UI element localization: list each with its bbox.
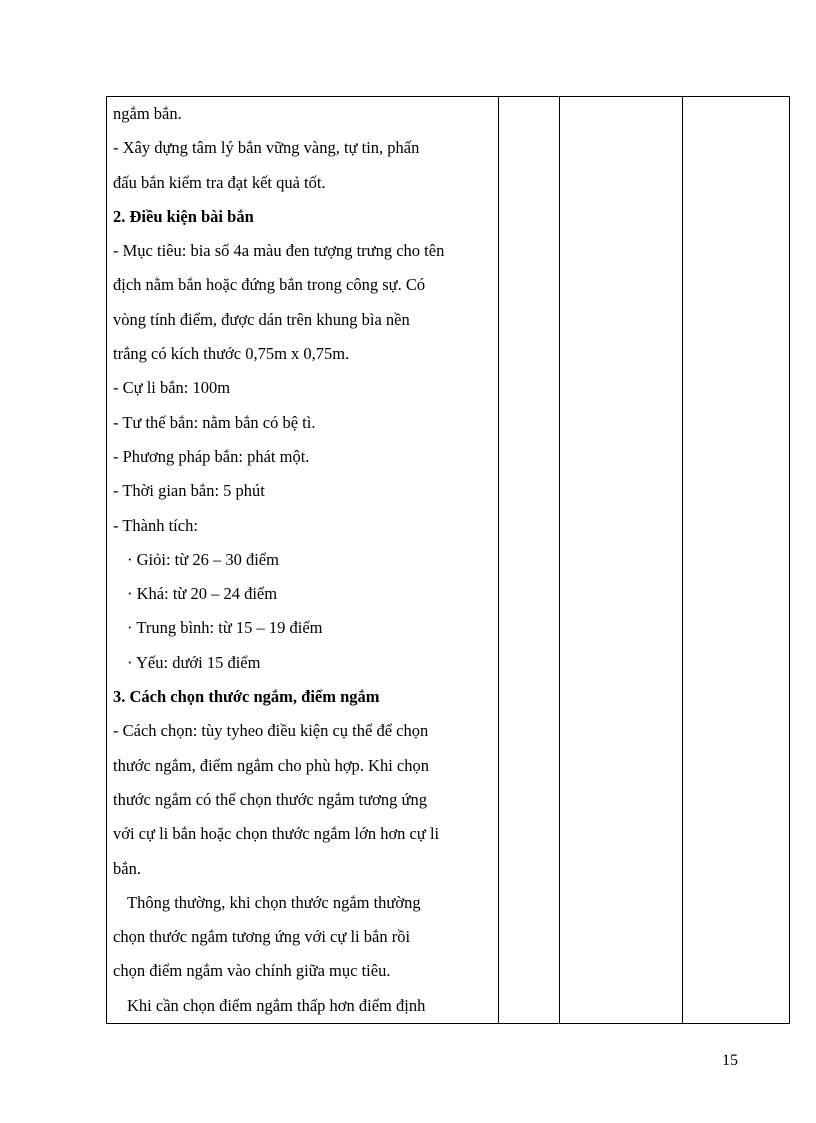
empty-cell — [683, 97, 790, 1024]
table-row — [107, 97, 790, 1024]
text-line: với cự li bắn hoặc chọn thước ngắm lớn hơn cự li — [113, 824, 440, 844]
content-table — [106, 96, 790, 1024]
text-line: - Tư thế bắn: nằm bắn có bệ tì. — [113, 412, 316, 432]
page-number: 15 — [722, 1052, 738, 1069]
text-line: - Phương pháp bắn: phát một. — [113, 446, 310, 466]
text-line: - Cự li bắn: 100m — [113, 378, 231, 398]
score-item: · Khá: từ 20 – 24 điểm — [127, 584, 278, 604]
section-heading: 3. Cách chọn thước ngắm, điểm ngắm — [113, 687, 380, 707]
text-line: - Mục tiêu: bia số 4a màu đen tượng trưng cho tên — [113, 241, 445, 261]
text-line: chọn điểm ngắm vào chính giữa mục tiêu. — [113, 961, 391, 981]
text-line: - Xây dựng tâm lý bắn vững vàng, tự tin, phấn — [113, 138, 420, 158]
score-item: · Giỏi: từ 26 – 30 điểm — [127, 549, 279, 569]
text-line: - Thành tích: — [113, 515, 198, 535]
text-line: ngắm bắn. — [113, 104, 182, 123]
text-line: thước ngắm có thể chọn thước ngắm tương ứng — [113, 789, 427, 809]
text-line: thước ngắm, điểm ngắm cho phù hợp. Khi chọn — [113, 755, 430, 775]
text-line: - Thời gian bắn: 5 phút — [113, 481, 265, 501]
empty-cell — [499, 97, 560, 1024]
score-item: · Trung bình: từ 15 – 19 điểm — [127, 618, 323, 638]
content-cell — [107, 97, 499, 1024]
score-item: · Yếu: dưới 15 điểm — [127, 652, 261, 672]
empty-cell — [560, 97, 683, 1024]
text-line: Khi cần chọn điểm ngắm thấp hơn điểm định — [127, 995, 426, 1015]
section-heading: 2. Điều kiện bài bắn — [113, 206, 254, 226]
text-line: địch nằm bắn hoặc đứng bắn trong công sự. Có — [113, 275, 426, 295]
text-line: - Cách chọn: tùy tyheo điều kiện cụ thể để chọn — [113, 721, 429, 741]
text-line: bắn. — [113, 858, 141, 878]
text-line: Thông thường, khi chọn thước ngắm thường — [127, 892, 421, 912]
text-line: vòng tính điểm, được dán trên khung bìa nền — [113, 309, 410, 329]
text-line: chọn thước ngắm tương ứng với cự li bắn rồi — [113, 927, 411, 947]
text-line: đấu bắn kiểm tra đạt kết quả tốt. — [113, 172, 326, 192]
content-text — [107, 97, 498, 1023]
text-line: trắng có kích thước 0,75m x 0,75m. — [113, 344, 350, 364]
